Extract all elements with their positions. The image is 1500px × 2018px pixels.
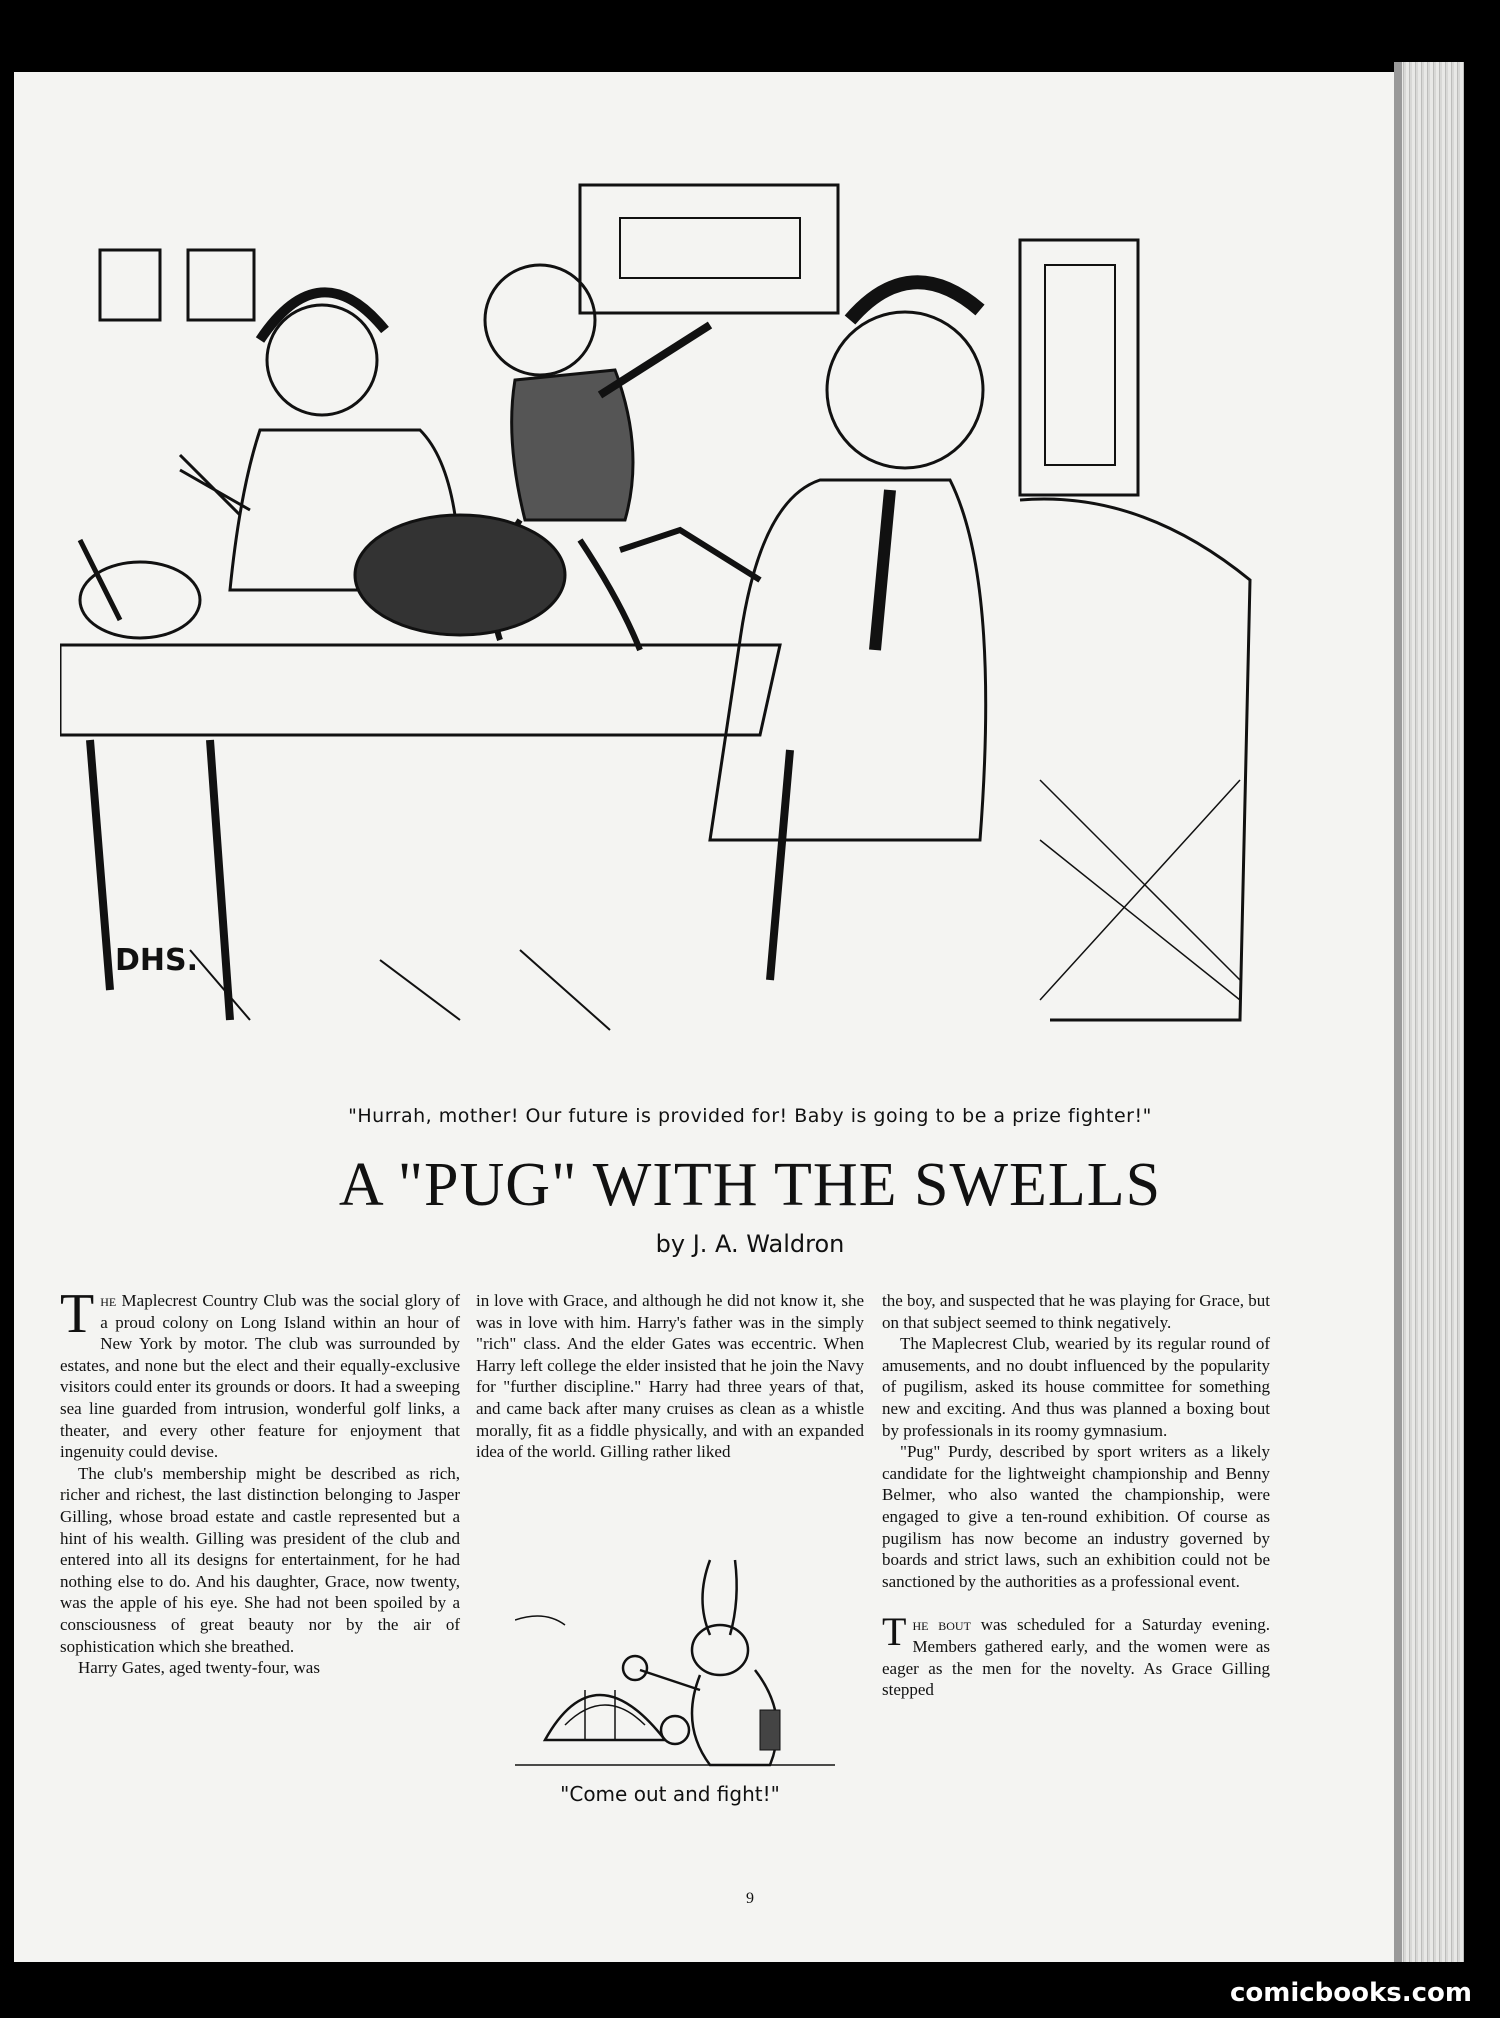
article-byline: by J. A. Waldron xyxy=(655,1230,845,1258)
illustration-caption: "Hurrah, mother! Our future is provided for! Baby is going to be a prize fighter!" xyxy=(348,1105,1152,1127)
text-column-2 xyxy=(476,1290,864,1463)
bunny-caption: "Come out and fight!" xyxy=(560,1782,780,1806)
drop-cap: T xyxy=(882,1609,907,1655)
drop-cap: T xyxy=(60,1283,95,1345)
text-column-1 xyxy=(60,1283,460,1679)
text-column-3 xyxy=(882,1290,1270,1701)
paragraph: in love with Grace, and although he did not know it, she was in love with him. Harry's father was in the simply "rich" class. And the elder Gates was eccentric. When Harry left college the elder insisted that he join the Navy for "further discipline." Harry had three years of that, and came back after many cruises as clean as a whistle morally, fit as a fiddle physically, and with an expanded idea of the world. Gilling rather liked xyxy=(476,1291,864,1462)
paragraph: Harry Gates, aged twenty-four, was xyxy=(78,1658,320,1678)
paragraph: "Pug" Purdy, described by sport writers as a likely candidate for the lightweight championship and Benny Belmer, who also wanted the championship, were engaged to give a ten-round exhibition. Of course as pugilism has now become an industry governed by boards and strict laws, such an exhibition could not be sanctioned by the authorities as a professional event. xyxy=(882,1442,1270,1591)
page-number: 9 xyxy=(746,1890,754,1907)
paragraph-text: was scheduled for a Saturday evening. Members gathered early, and the women were as eager as the men for the novelty. As Grace Gilling stepped xyxy=(882,1615,1270,1700)
family-illustration xyxy=(60,180,1270,1100)
paragraph: The Maplecrest Club, wearied by its regular round of amusements, and no doubt influenced by the popularity of pugilism, asked its house committee for something new and exciting. And thus was planned a boxing bout by professionals in its roomy gymnasium. xyxy=(882,1334,1270,1440)
paragraph-text: Maplecrest Country Club was the social glory of a proud colony on Long Island within an hour of New York by motor. The club was surrounded by estates, and none but the elect and their equally-exclusive visitors could enter its grounds or doors. It had a sweeping sea line guarded from intrusion, wonderful golf links, a theater, and every other feature for enjoyment that ingenuity could devise. xyxy=(60,1291,460,1462)
paragraph: the boy, and suspected that he was playing for Grace, but on that subject seemed to think negatively. xyxy=(882,1291,1270,1332)
article-title: A "PUG" WITH THE SWELLS xyxy=(338,1151,1162,1219)
artist-signature: DHS. xyxy=(115,943,199,978)
paragraph xyxy=(882,1609,1270,1700)
small-caps-lead: he bout xyxy=(912,1615,971,1635)
paragraph: The club's membership might be described as rich, richer and richest, the last distinction belonging to Jasper Gilling, whose broad estate and castle represented but a hint of his wealth. Gilling was president of the club and entered into all its designs for entertainment, for he had nothing else to do. And his daughter, Grace, now twenty, was the apple of his eye. She had not been spoiled by a consciousness of great beauty nor by the air of sophistication which she breathed. xyxy=(60,1463,460,1656)
paragraph xyxy=(60,1283,460,1463)
tortoise-hare-illustration xyxy=(515,1550,845,1775)
small-caps-lead: he xyxy=(100,1291,117,1310)
page-edge-shadow xyxy=(1394,62,1402,1962)
site-watermark: comicbooks.com xyxy=(1229,1978,1472,2008)
page-edge xyxy=(1394,62,1464,1962)
